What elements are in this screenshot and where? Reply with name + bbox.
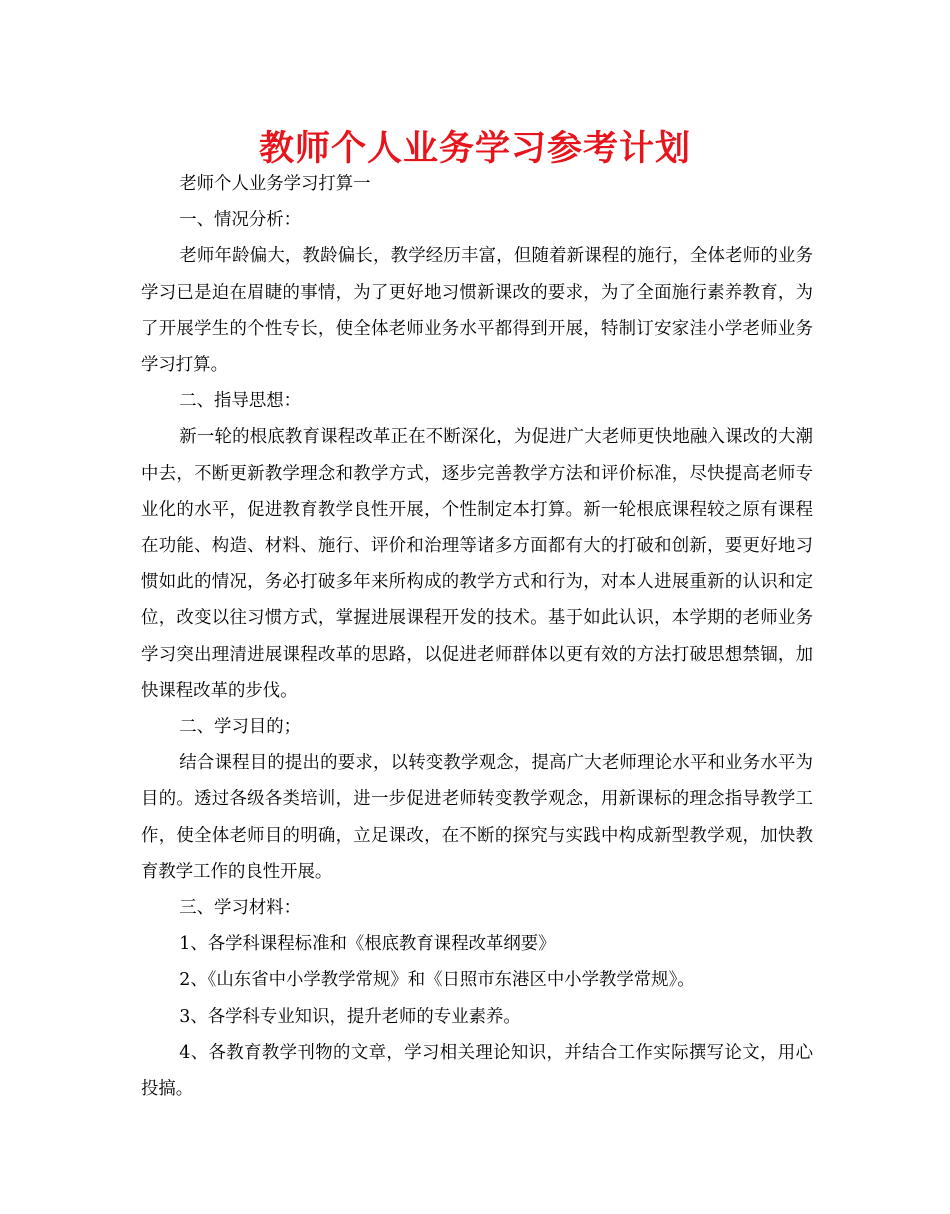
list-item: 1、各学科课程标准和《根底教育课程改革纲要》 bbox=[179, 934, 556, 955]
document-title: 教师个人业务学习参考计划 bbox=[258, 129, 691, 169]
document-subtitle: 老师个人业务学习打算一 bbox=[179, 174, 371, 194]
list-item: 4、各教育教学刊物的文章，学习相关理论知识，并结合工作实际撰写论文，用心投搞。 bbox=[141, 1042, 813, 1100]
list-item: 2、《山东省中小学教学常规》和《日照市东港区中小学教学常规》。 bbox=[179, 970, 695, 991]
section-paragraph-situation-analysis: 老师年龄偏大，教龄偏长，教学经历丰富，但随着新课程的施行，全体老师的业务学习已是迫在眉睫的事情，为了更好地习惯新课改的要求，为了全面施行素养教育，为了开展学生的个性专长，使全体老师业务水平都得到开展，特制订安家洼小学老师业务学习打算。 bbox=[141, 246, 813, 376]
section-heading-guiding-ideology: 二、指导思想： bbox=[179, 391, 302, 412]
document-body bbox=[141, 166, 813, 1107]
section-heading-situation-analysis: 一、情况分析： bbox=[179, 210, 302, 231]
list-item: 3、各学科专业知识，提升老师的专业素养。 bbox=[179, 1006, 521, 1027]
section-paragraph-guiding-ideology: 新一轮的根底教育课程改革正在不断深化，为促进广大老师更快地融入课改的大潮中去，不断更新教学理念和教学方式，逐步完善教学方法和评价标准，尽快提高老师专业化的水平，促进教育教学良性开展，个性制定本打算。新一轮根底课程较之原有课程在功能、构造、材料、施行、评价和治理等诸多方面都有大的打破和创新，要更好地习惯如此的情况，务必打破多年来所构成的教学方式和行为，对本人进展重新的认识和定位，改变以往习惯方式，掌握进展课程开发的技术。基于如此认识，本学期的老师业务学习突出理清进展课程改革的思路，以促进老师群体以更有效的方法打破思想禁锢，加快课程改革的步伐。 bbox=[141, 427, 813, 701]
section-heading-learning-goals: 二、学习目的； bbox=[179, 717, 302, 738]
section-paragraph-learning-goals: 结合课程目的提出的要求，以转变教学观念，提高广大老师理论水平和业务水平为目的。透过各级各类培训，进一步促进老师转变教学观念，用新课标的理念指导教学工作，使全体老师目的明确，立足课改，在不断的探究与实践中构成新型教学观，加快教育教学工作的良性开展。 bbox=[141, 753, 813, 882]
section-heading-learning-materials: 三、学习材料： bbox=[179, 898, 302, 919]
